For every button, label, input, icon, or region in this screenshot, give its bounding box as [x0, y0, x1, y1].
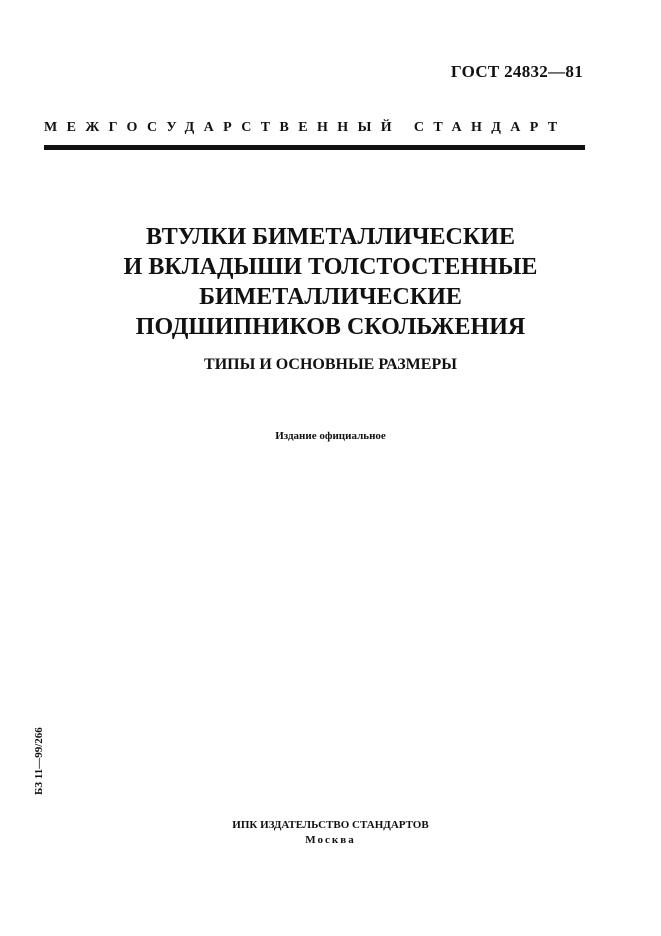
- title-line-3: БИМЕТАЛЛИЧЕСКИЕ: [199, 284, 462, 310]
- title-line-2: И ВКЛАДЫШИ ТОЛСТОСТЕННЫЕ: [123, 254, 538, 280]
- edition-note: Издание официальное: [275, 430, 386, 442]
- publisher-city: Москва: [305, 834, 356, 846]
- document-subtitle: ТИПЫ И ОСНОВНЫЕ РАЗМЕРЫ: [204, 356, 457, 373]
- side-code: БЗ 11—99/266: [33, 727, 45, 795]
- header-rule: [44, 145, 585, 150]
- title-line-1: ВТУЛКИ БИМЕТАЛЛИЧЕСКИЕ: [146, 224, 515, 250]
- publisher-name: ИПК ИЗДАТЕЛЬСТВО СТАНДАРТОВ: [232, 819, 429, 831]
- standard-type-heading: МЕЖГОСУДАРСТВЕННЫЙ СТАНДАРТ: [44, 120, 567, 135]
- document-title: [0, 222, 661, 342]
- gost-number: ГОСТ 24832—81: [450, 62, 583, 81]
- title-line-4: ПОДШИПНИКОВ СКОЛЬЖЕНИЯ: [135, 314, 526, 340]
